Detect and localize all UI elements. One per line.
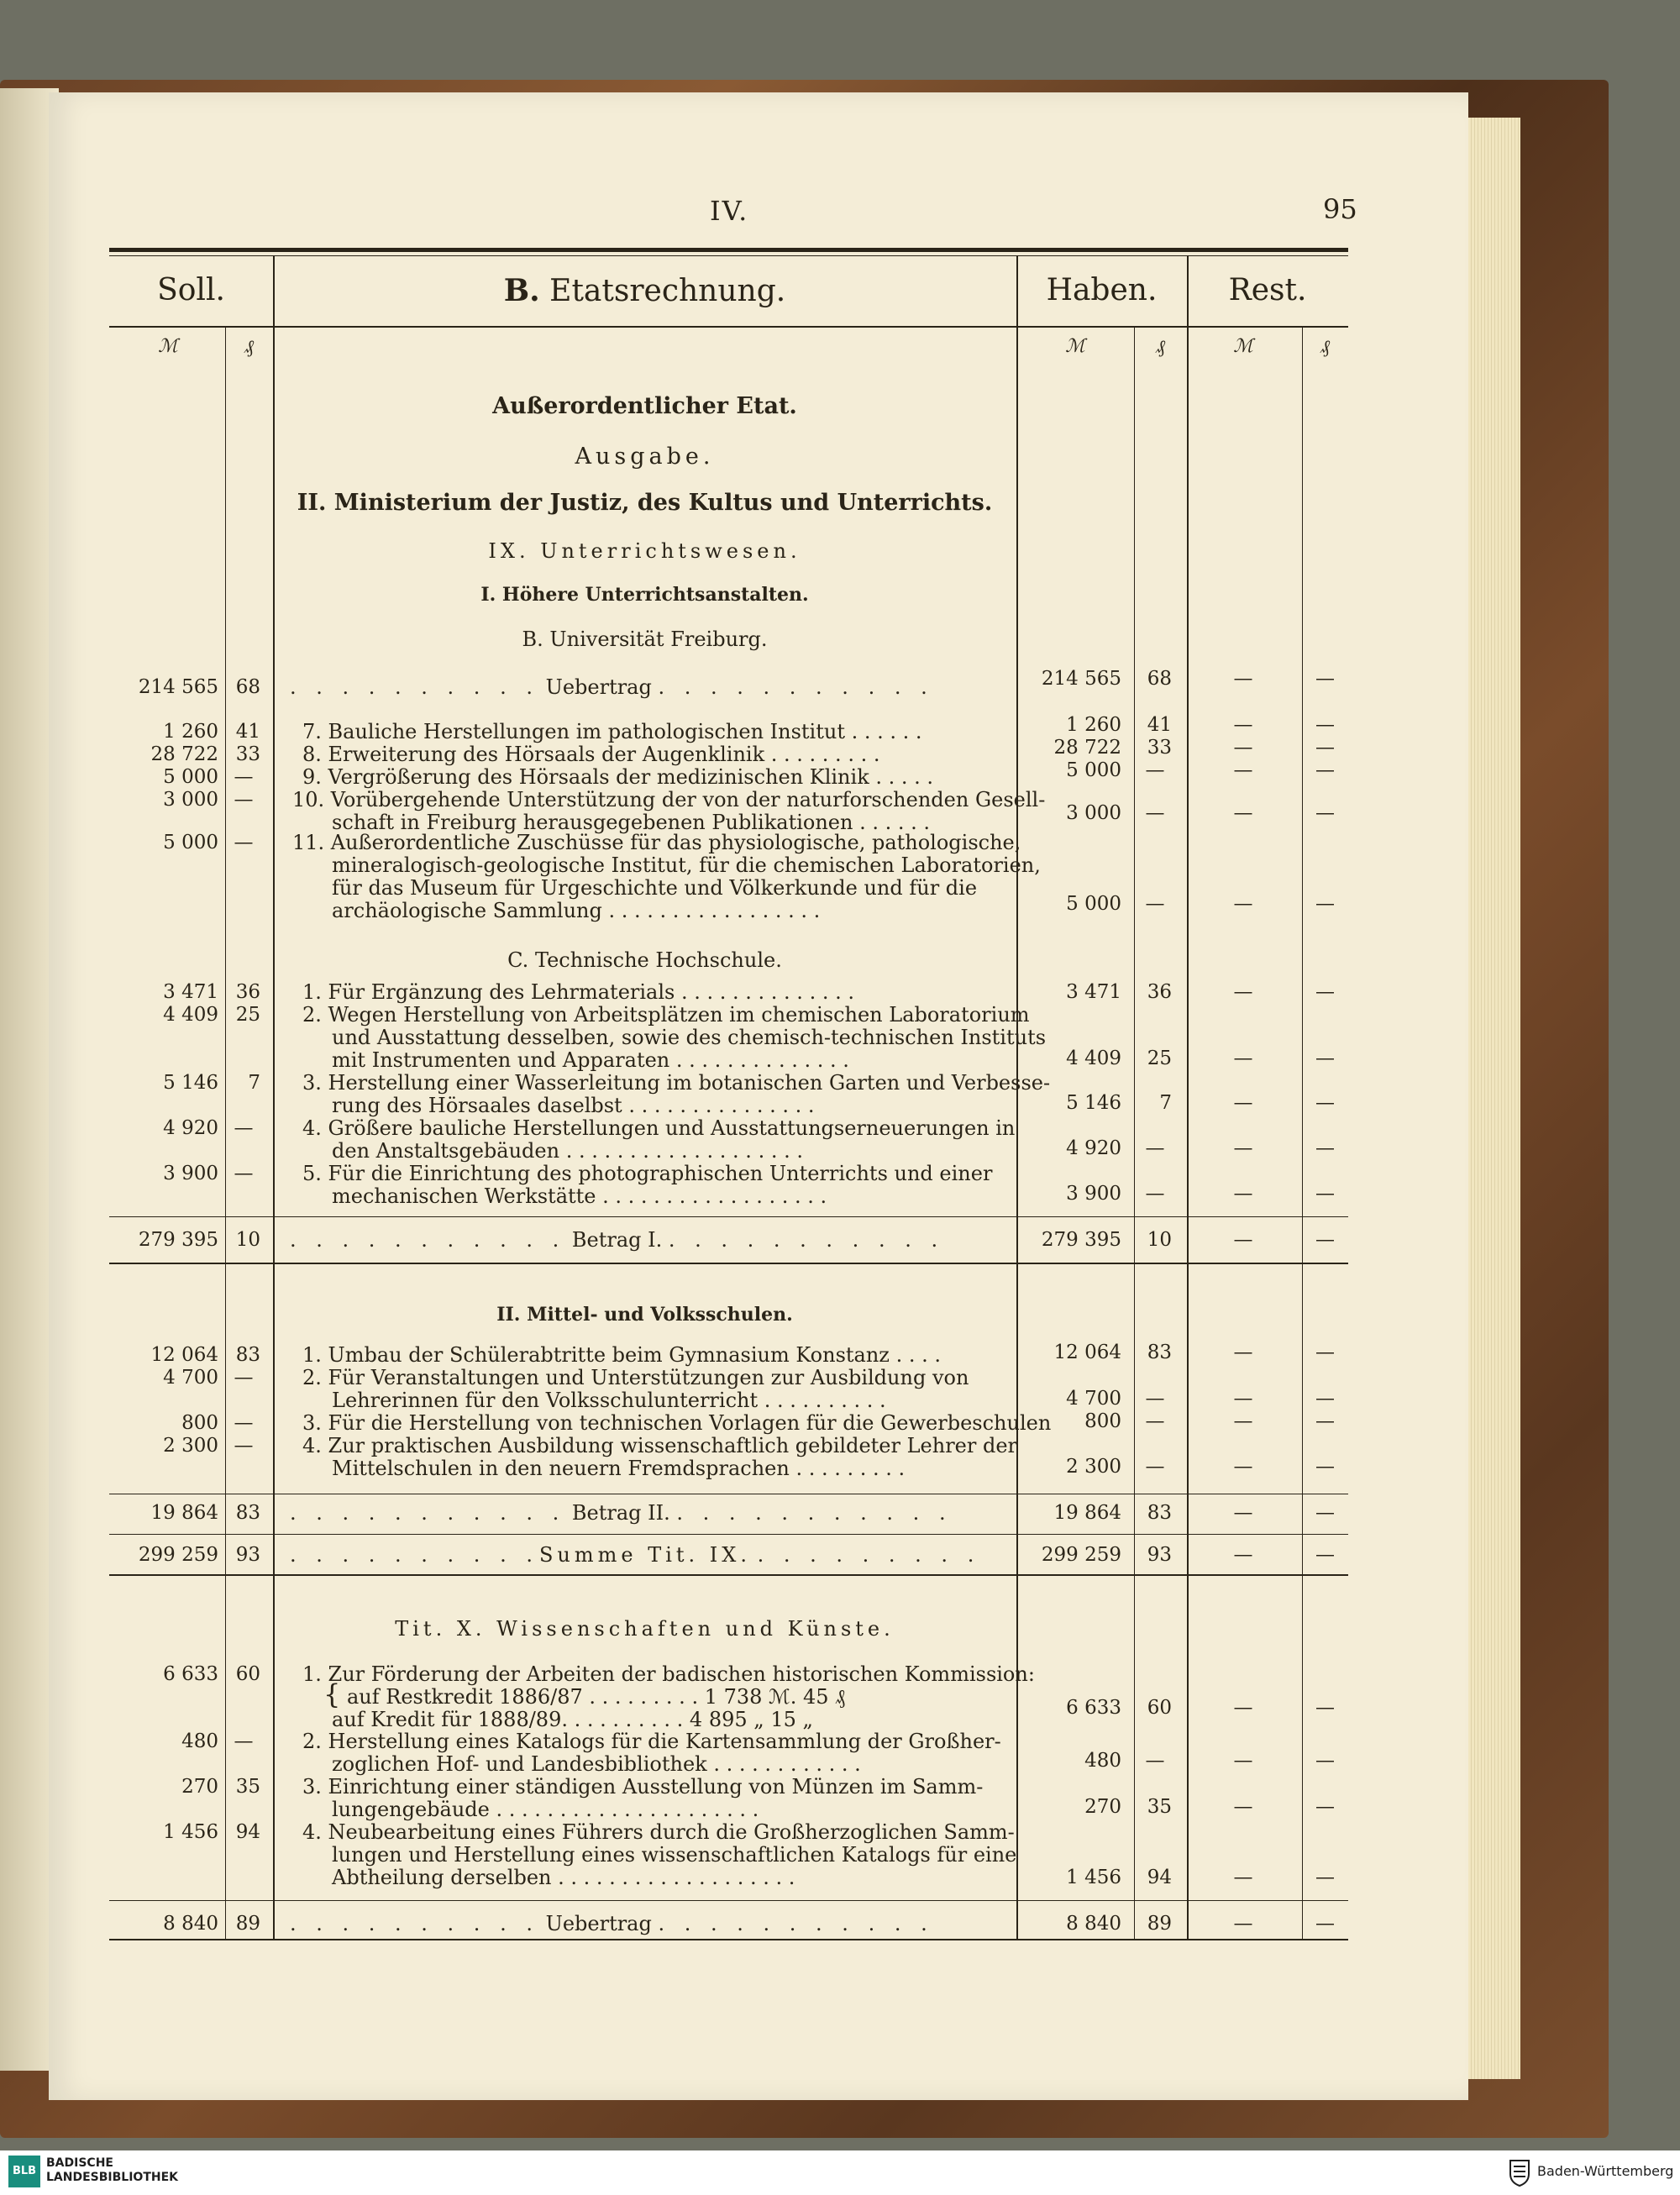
item-c3-line2: rung des Hörsaales daselbst . . . . . . . . . . . . . . . <box>332 1094 815 1117</box>
rest-m: — <box>1233 1796 1253 1818</box>
item-b10-line2: schaft in Freiburg herausgegebenen Publikationen . . . . . . <box>332 811 930 834</box>
item-c2-line2: und Ausstattung desselben, sowie des chemisch-technischen Instituts <box>332 1026 1047 1049</box>
rest-pf: — <box>1315 1410 1335 1432</box>
betrag1-label: Betrag I. <box>571 1228 663 1252</box>
rule-before-uebertrag2 <box>109 1900 1348 1901</box>
haben-m: 270 <box>1084 1796 1121 1818</box>
soll-m: 1 456 <box>163 1821 218 1843</box>
haben-pf: 89 <box>1147 1913 1172 1935</box>
rest-m: — <box>1233 1456 1253 1478</box>
heading-ausgabe: Ausgabe. <box>575 444 715 470</box>
item-m1-line1: 1. Umbau der Schülerabtritte beim Gymnasium Konstanz . . . . <box>302 1343 941 1367</box>
heading-unterrichtswesen: IX. Unterrichtswesen. <box>488 539 801 563</box>
rest-m: — <box>1233 1544 1253 1566</box>
soll-pf: — <box>234 789 254 811</box>
haben-pf: 41 <box>1147 714 1172 736</box>
rest-m: — <box>1233 737 1253 759</box>
haben-m: 4 409 <box>1066 1048 1121 1069</box>
rest-m: — <box>1233 1229 1253 1251</box>
betrag2-label: Betrag II. <box>571 1501 670 1525</box>
soll-m: 800 <box>181 1412 218 1434</box>
col-divider-haben-pf <box>1134 328 1135 1940</box>
item-b10-line1: 10. Vorübergehende Unterstützung der von der naturforschenden Gesell- <box>292 788 1046 811</box>
unit-mark-soll: ℳ <box>158 336 178 357</box>
haben-pf: — <box>1145 1137 1165 1159</box>
col-header-soll: Soll. <box>157 273 225 307</box>
haben-m: 5 000 <box>1066 893 1121 915</box>
item-x1-line2: { auf Restkredit 1886/87 . . . . . . . . . 1 738 ℳ. 45 ₰ <box>323 1678 846 1710</box>
x1-restkredit: auf Restkredit 1886/87 . . . . . . . . . 1 738 ℳ. 45 ₰ <box>347 1685 846 1709</box>
haben-m: 800 <box>1084 1410 1121 1432</box>
item-x3-line2: lungengebäude . . . . . . . . . . . . . . . . . . . . . <box>332 1798 759 1821</box>
soll-pf: — <box>234 1412 254 1434</box>
rest-m: — <box>1233 1092 1253 1114</box>
item-m4-line2: Mittelschulen in den neuern Fremdsprachen . . . . . . . . . <box>332 1457 906 1480</box>
haben-pf: — <box>1145 802 1165 824</box>
rest-m: — <box>1233 1183 1253 1205</box>
item-c3-line1: 3. Herstellung einer Wasserleitung im botanischen Garten und Verbesse- <box>302 1071 1051 1095</box>
item-c4-line1: 4. Größere bauliche Herstellungen und Ausstattungserneuerungen in <box>302 1116 1016 1140</box>
rest-m: — <box>1233 1750 1253 1772</box>
haben-pf: 35 <box>1147 1796 1172 1818</box>
table-top-rule <box>109 248 1348 252</box>
haben-pf: 25 <box>1147 1048 1172 1069</box>
rest-pf: — <box>1315 1388 1335 1410</box>
row-label-betrag1: . . . . . . . . . . . Betrag I. . . . . . . . . . . . <box>290 1228 945 1252</box>
soll-pf: — <box>234 766 254 788</box>
haben-m: 8 840 <box>1066 1913 1121 1935</box>
rest-m: — <box>1233 714 1253 736</box>
col-header-haben: Haben. <box>1046 273 1158 307</box>
soll-pf: 94 <box>235 1821 260 1843</box>
rest-pf: — <box>1315 1750 1335 1772</box>
haben-pf: — <box>1145 759 1165 781</box>
rest-pf: — <box>1315 1796 1335 1818</box>
soll-pf: 93 <box>235 1544 260 1566</box>
col-divider-rest <box>1187 255 1189 1940</box>
item-c1-line1: 1. Für Ergänzung des Lehrmaterials . . . . . . . . . . . . . . <box>302 980 854 1004</box>
rest-m: — <box>1233 1137 1253 1159</box>
haben-m: 3 000 <box>1066 802 1121 824</box>
unit-pf-rest: ₰ <box>1320 337 1330 358</box>
rest-pf: — <box>1315 893 1335 915</box>
uebertrag2-label: Uebertrag <box>545 1912 652 1935</box>
heading-ministerium: II. Ministerium der Justiz, des Kultus und Unterrichts. <box>297 490 993 516</box>
haben-pf: — <box>1145 1183 1165 1205</box>
haben-m: 299 259 <box>1041 1544 1121 1566</box>
rest-m: — <box>1233 893 1253 915</box>
rest-pf: — <box>1315 1183 1335 1205</box>
rest-pf: — <box>1315 1092 1335 1114</box>
row-label-summe: . . . . . . . . . .Summe Tit. IX. . . . . . . . . . <box>290 1543 981 1567</box>
uebertrag-label: Uebertrag <box>545 675 652 699</box>
soll-pf: — <box>234 1163 254 1184</box>
coat-of-arms-icon <box>1508 2157 1531 2187</box>
page-edges <box>1462 118 1520 2079</box>
soll-m: 214 565 <box>138 676 218 698</box>
soll-m: 1 260 <box>163 721 218 743</box>
soll-pf: 25 <box>235 1004 260 1026</box>
haben-m: 214 565 <box>1041 668 1121 690</box>
haben-pf: 33 <box>1147 737 1172 759</box>
item-b11-line1: 11. Außerordentliche Zuschüsse für das physiologische, pathologische, <box>292 831 1021 854</box>
soll-pf: — <box>234 1367 254 1389</box>
soll-pf: 41 <box>235 721 260 743</box>
rest-pf: — <box>1315 1137 1335 1159</box>
item-c2-line1: 2. Wegen Herstellung von Arbeitsplätzen im chemischen Laboratorium <box>302 1003 1030 1027</box>
heading-tit-x: Tit. X. Wissenschaften und Künste. <box>395 1617 895 1641</box>
haben-m: 5 000 <box>1066 759 1121 781</box>
rest-pf: — <box>1315 981 1335 1003</box>
soll-m: 2 300 <box>163 1435 218 1457</box>
rest-pf: — <box>1315 714 1335 736</box>
soll-m: 5 000 <box>163 832 218 853</box>
rest-pf: — <box>1315 1867 1335 1888</box>
haben-m: 3 900 <box>1066 1183 1121 1205</box>
soll-m: 299 259 <box>138 1544 218 1566</box>
soll-pf: — <box>234 1117 254 1139</box>
item-m2-line2: Lehrerinnen für den Volksschulunterricht . . . . . . . . . . <box>332 1389 886 1412</box>
item-b11-line2: mineralogisch-geologische Institut, für die chemischen Laboratorien, <box>332 853 1041 877</box>
soll-pf: 10 <box>235 1229 260 1251</box>
item-b11-line4: archäologische Sammlung . . . . . . . . . . . . . . . . . <box>332 899 821 922</box>
rest-pf: — <box>1315 1913 1335 1935</box>
state-name: Baden-Württemberg <box>1537 2163 1674 2179</box>
haben-m: 279 395 <box>1041 1229 1121 1251</box>
haben-pf: — <box>1145 1388 1165 1410</box>
footer-bar <box>0 2150 1680 2195</box>
haben-pf: 83 <box>1147 1342 1172 1363</box>
rest-pf: — <box>1315 759 1335 781</box>
item-m3-line1: 3. Für die Herstellung von technischen Vorlagen für die Gewerbeschulen <box>302 1411 1052 1435</box>
rest-pf: — <box>1315 1697 1335 1719</box>
haben-m: 3 471 <box>1066 981 1121 1003</box>
heading-etat: Außerordentlicher Etat. <box>492 393 797 419</box>
col-header-rest: Rest. <box>1228 273 1307 307</box>
rule-after-summe <box>109 1574 1348 1576</box>
unit-mark-haben: ℳ <box>1065 336 1085 357</box>
haben-pf: — <box>1145 1456 1165 1478</box>
haben-m: 6 633 <box>1066 1697 1121 1719</box>
soll-pf: 83 <box>235 1344 260 1366</box>
item-x4-line3: Abtheilung derselben . . . . . . . . . . . . . . . . . . . <box>332 1866 795 1889</box>
soll-pf: — <box>234 1730 254 1752</box>
rest-m: — <box>1233 1048 1253 1069</box>
soll-m: 3 471 <box>163 981 218 1003</box>
heading-universitaet: B. Universität Freiburg. <box>522 628 768 651</box>
soll-m: 270 <box>181 1776 218 1798</box>
soll-m: 4 920 <box>163 1117 218 1139</box>
haben-m: 4 700 <box>1066 1388 1121 1410</box>
rest-pf: — <box>1315 1229 1335 1251</box>
row-label-betrag2: . . . . . . . . . . . Betrag II. . . . . . . . . . . . <box>290 1501 953 1525</box>
item-x1-line1: 1. Zur Förderung der Arbeiten der badischen historischen Kommission: <box>302 1662 1035 1686</box>
soll-m: 8 840 <box>163 1913 218 1935</box>
library-name-line2: LANDESBIBLIOTHEK <box>46 2171 179 2184</box>
haben-m: 12 064 <box>1053 1342 1121 1363</box>
soll-m: 19 864 <box>150 1502 218 1524</box>
haben-m: 480 <box>1084 1750 1121 1772</box>
soll-pf: 89 <box>235 1913 260 1935</box>
haben-pf: 93 <box>1147 1544 1172 1566</box>
rest-m: — <box>1233 1502 1253 1524</box>
soll-pf: 83 <box>235 1502 260 1524</box>
rest-pf: — <box>1315 1502 1335 1524</box>
rest-pf: — <box>1315 1456 1335 1478</box>
haben-m: 2 300 <box>1066 1456 1121 1478</box>
item-b8-line1: 8. Erweiterung des Hörsaals der Augenklinik . . . . . . . . . <box>302 743 880 766</box>
rule-before-betrag1 <box>109 1216 1348 1217</box>
haben-pf: 10 <box>1147 1229 1172 1251</box>
item-c5-line2: mechanischen Werkstätte . . . . . . . . . . . . . . . . . . <box>332 1184 827 1208</box>
haben-pf: — <box>1145 893 1165 915</box>
rest-m: — <box>1233 1388 1253 1410</box>
haben-m: 28 722 <box>1053 737 1121 759</box>
rule-after-betrag1 <box>109 1263 1348 1264</box>
rest-m: — <box>1233 759 1253 781</box>
item-b9-line1: 9. Vergrößerung des Hörsaals der medizinischen Klinik . . . . . <box>302 765 934 789</box>
rest-pf: — <box>1315 1048 1335 1069</box>
rest-m: — <box>1233 1410 1253 1432</box>
rest-m: — <box>1233 1342 1253 1363</box>
header-bottom-rule <box>109 326 1348 328</box>
row-label-uebertrag2: . . . . . . . . . . Uebertrag . . . . . . . . . . . <box>290 1912 934 1935</box>
soll-m: 279 395 <box>138 1229 218 1251</box>
item-c5-line1: 5. Für die Einrichtung des photographischen Unterrichts und einer <box>302 1162 993 1185</box>
title-text: Etatsrechnung. <box>549 274 786 308</box>
soll-m: 5 000 <box>163 766 218 788</box>
soll-pf: — <box>234 832 254 853</box>
rest-pf: — <box>1315 802 1335 824</box>
page-number: 95 <box>1323 193 1357 225</box>
item-b7-line1: 7. Bauliche Herstellungen im pathologischen Institut . . . . . . <box>302 720 922 743</box>
item-m4-line1: 4. Zur praktischen Ausbildung wissenschaftlich gebildeter Lehrer der <box>302 1434 1018 1457</box>
unit-mark-rest: ℳ <box>1233 336 1253 357</box>
soll-pf: 7 <box>248 1072 260 1094</box>
item-x3-line1: 3. Einrichtung einer ständigen Ausstellung von Münzen im Samm- <box>302 1775 984 1799</box>
haben-m: 19 864 <box>1053 1502 1121 1524</box>
rest-m: — <box>1233 1913 1253 1935</box>
item-c2-line3: mit Instrumenten und Apparaten . . . . . . . . . . . . . . <box>332 1048 849 1072</box>
soll-m: 4 409 <box>163 1004 218 1026</box>
soll-pf: 35 <box>235 1776 260 1798</box>
unit-pf-soll: ₰ <box>244 337 254 358</box>
rest-pf: — <box>1315 668 1335 690</box>
rest-m: — <box>1233 1867 1253 1888</box>
soll-m: 5 146 <box>163 1072 218 1094</box>
haben-pf: — <box>1145 1410 1165 1432</box>
library-name <box>46 2156 178 2185</box>
table-bottom-rule <box>109 1939 1348 1940</box>
rest-m: — <box>1233 1697 1253 1719</box>
haben-pf: 83 <box>1147 1502 1172 1524</box>
haben-pf: 36 <box>1147 981 1172 1003</box>
rest-m: — <box>1233 802 1253 824</box>
item-m2-line1: 2. Für Veranstaltungen und Unterstützungen zur Ausbildung von <box>302 1366 969 1389</box>
item-x1-line3: auf Kredit für 1888/89. . . . . . . . . . 4 895 „ 15 „ <box>332 1708 813 1731</box>
rest-m: — <box>1233 981 1253 1003</box>
library-name-line1: BADISCHE <box>46 2156 113 2170</box>
heading-hoehere: I. Höhere Unterrichtsanstalten. <box>480 584 809 606</box>
haben-m: 5 146 <box>1066 1092 1121 1114</box>
section-number: IV. <box>710 195 749 227</box>
rule-after-betrag2 <box>109 1534 1348 1535</box>
haben-pf: — <box>1145 1750 1165 1772</box>
row-label-uebertrag: . . . . . . . . . . Uebertrag . . . . . . . . . . . <box>290 675 934 699</box>
soll-m: 4 700 <box>163 1367 218 1389</box>
haben-m: 1 456 <box>1066 1867 1121 1888</box>
col-header-title <box>273 273 1016 308</box>
soll-m: 12 064 <box>150 1344 218 1366</box>
col-divider-haben <box>1016 255 1018 1940</box>
item-x2-line2: zoglichen Hof- und Landesbibliothek . . . . . . . . . . . . <box>332 1752 861 1776</box>
heading-mittel: II. Mittel- und Volksschulen. <box>496 1304 793 1326</box>
haben-pf: 68 <box>1147 668 1172 690</box>
haben-pf: 60 <box>1147 1697 1172 1719</box>
table-top-rule-2 <box>109 255 1348 256</box>
haben-pf: 7 <box>1159 1092 1172 1114</box>
rest-pf: — <box>1315 1342 1335 1363</box>
col-divider-soll-pf <box>225 328 226 1940</box>
rest-pf: — <box>1315 1544 1335 1566</box>
rest-m: — <box>1233 668 1253 690</box>
soll-pf: 33 <box>235 743 260 765</box>
rest-pf: — <box>1315 737 1335 759</box>
soll-m: 6 633 <box>163 1663 218 1685</box>
item-b11-line3: für das Museum für Urgeschichte und Völkerkunde und für die <box>332 876 978 900</box>
soll-pf: — <box>234 1435 254 1457</box>
blb-logo: BLB <box>8 2156 40 2187</box>
unit-pf-haben: ₰ <box>1156 337 1165 358</box>
heading-technische: C. Technische Hochschule. <box>507 948 782 972</box>
soll-m: 480 <box>181 1730 218 1752</box>
item-c4-line2: den Anstaltsgebäuden . . . . . . . . . . . . . . . . . . . <box>332 1139 803 1163</box>
soll-m: 3 900 <box>163 1163 218 1184</box>
haben-m: 4 920 <box>1066 1137 1121 1159</box>
item-x4-line2: lungen und Herstellung eines wissenschaftlichen Katalogs für eine <box>332 1843 1017 1867</box>
soll-pf: 60 <box>235 1663 260 1685</box>
soll-m: 3 000 <box>163 789 218 811</box>
item-x2-line1: 2. Herstellung eines Katalogs für die Kartensammlung der Großher- <box>302 1730 1001 1753</box>
item-x4-line1: 4. Neubearbeitung eines Führers durch die Großherzoglichen Samm- <box>302 1820 1015 1844</box>
soll-m: 28 722 <box>150 743 218 765</box>
summe-label: Summe Tit. IX. <box>538 1543 751 1567</box>
soll-pf: 36 <box>235 981 260 1003</box>
title-prefix: B. <box>503 273 540 308</box>
haben-m: 1 260 <box>1066 714 1121 736</box>
soll-pf: 68 <box>235 676 260 698</box>
haben-pf: 94 <box>1147 1867 1172 1888</box>
